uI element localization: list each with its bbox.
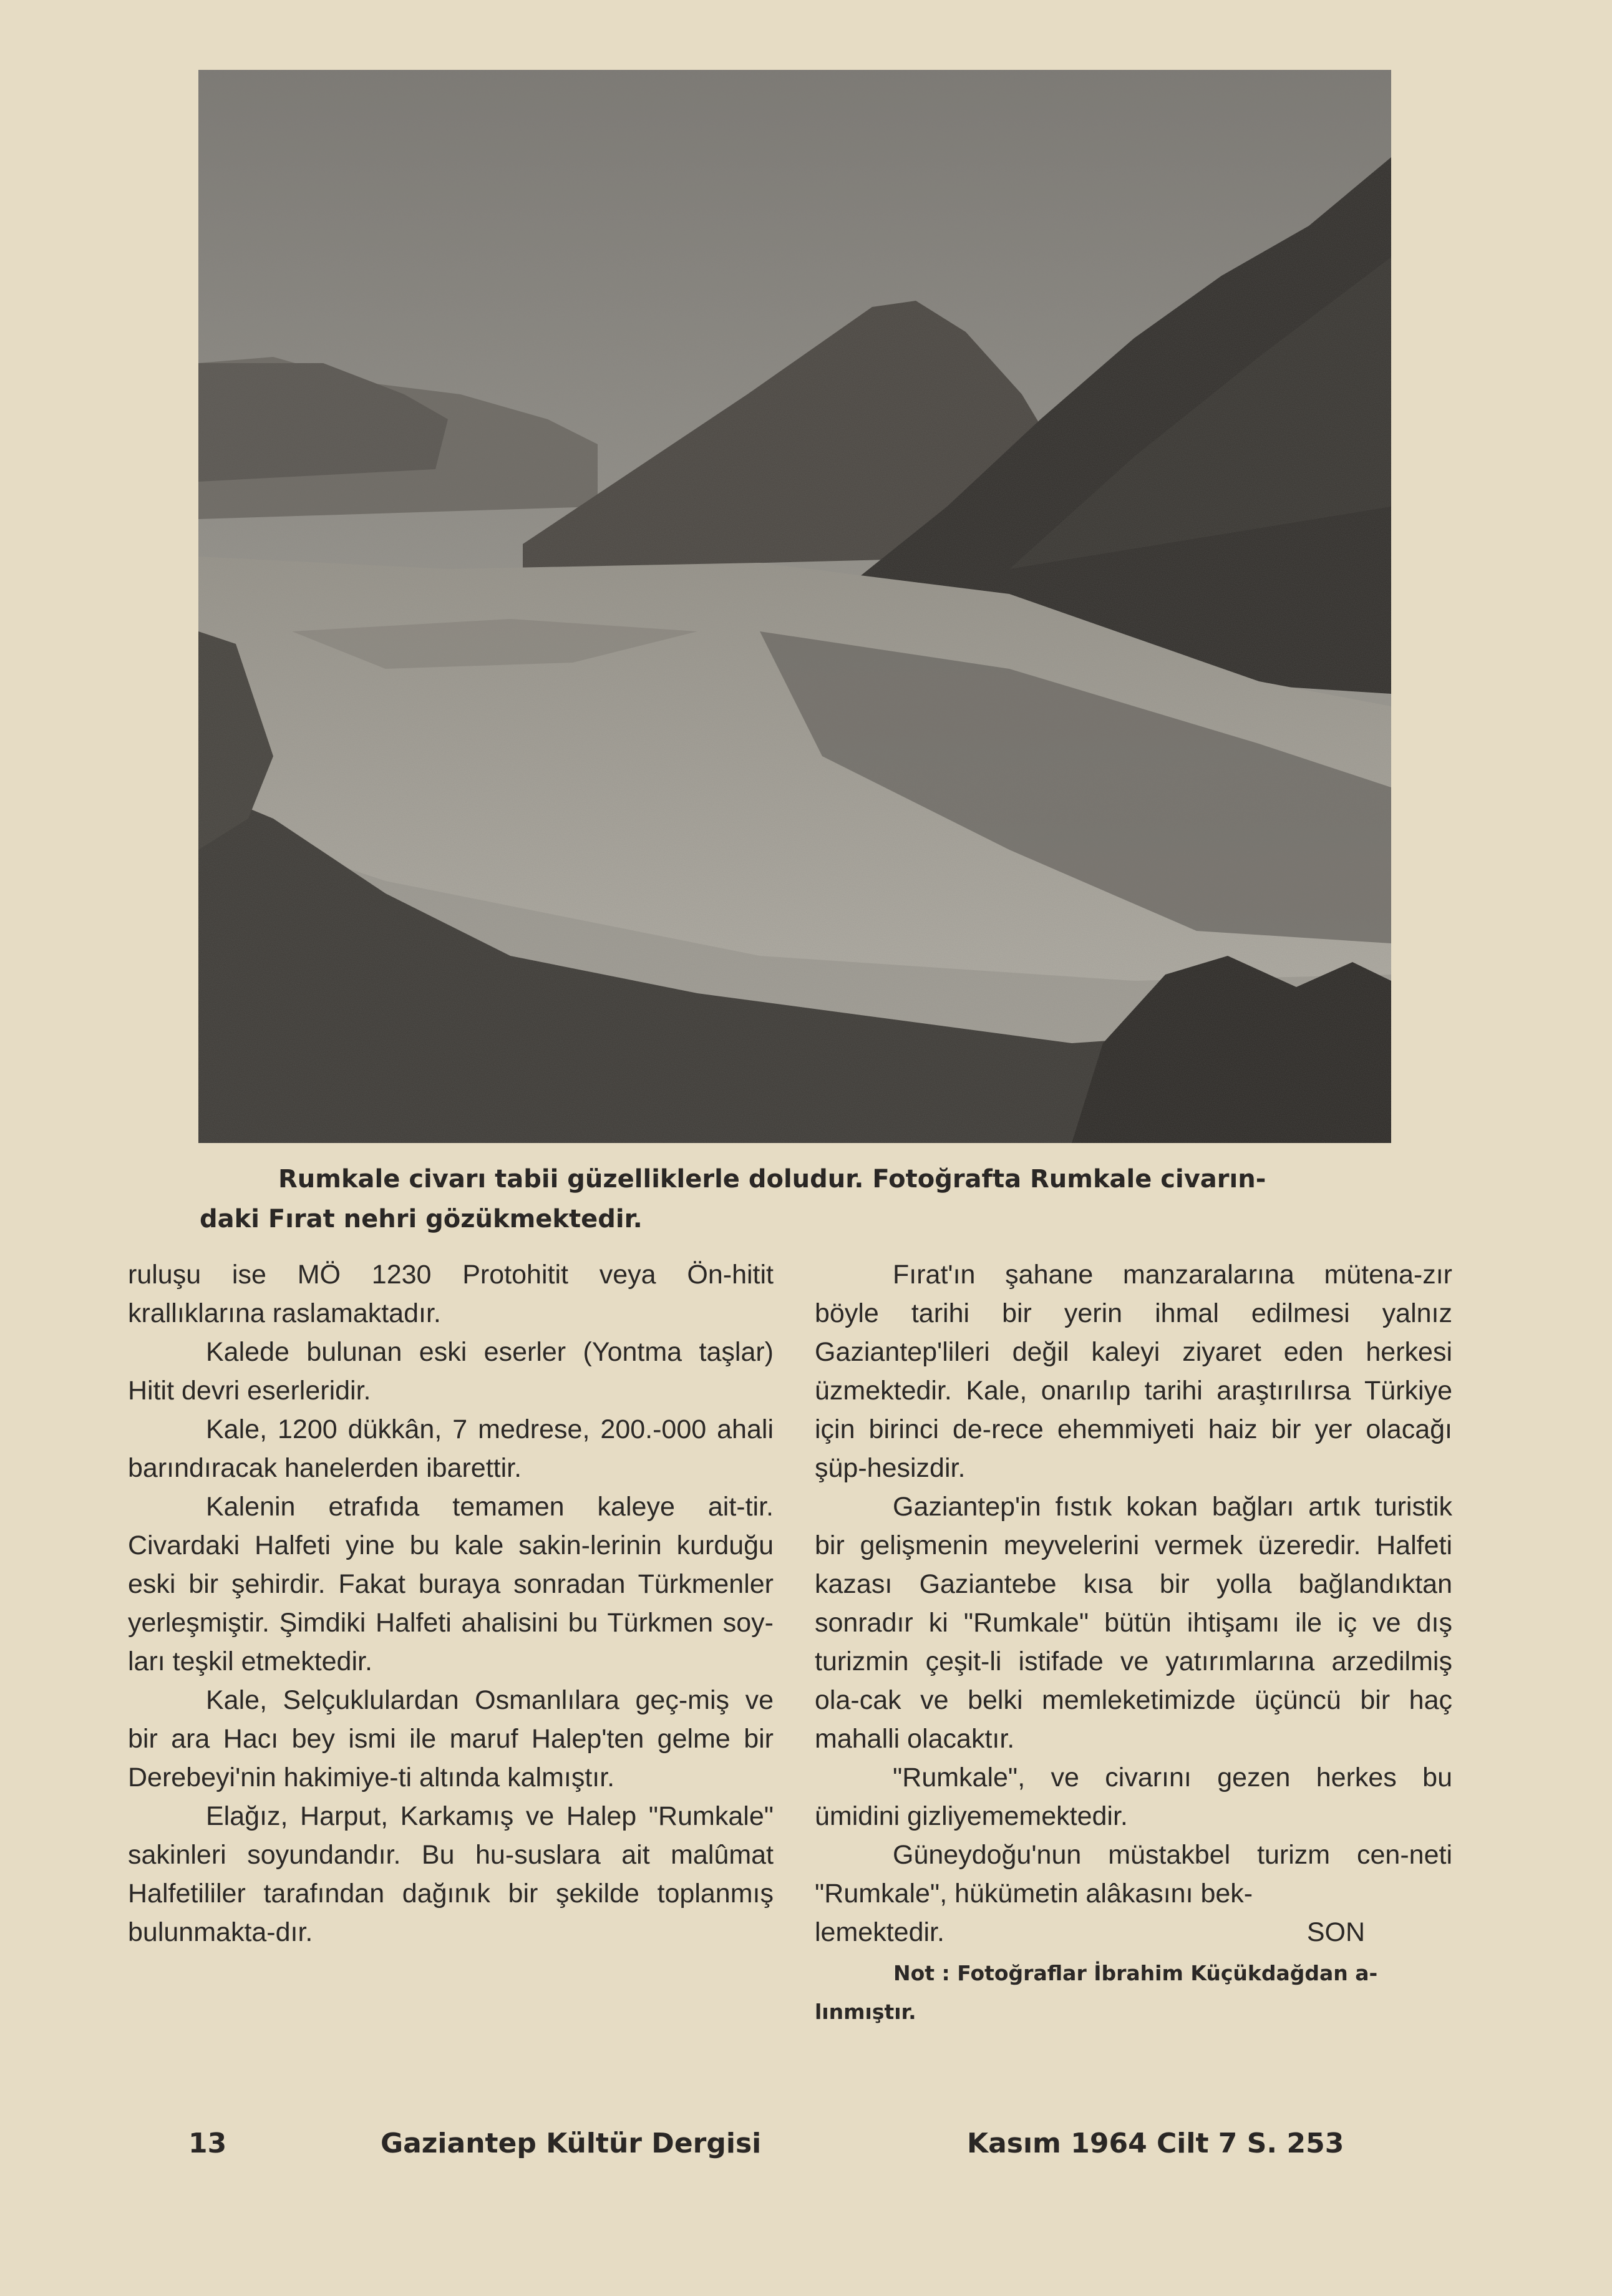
note-line-1: Not : Fotoğraflar İbrahim Küçükdağdan a-	[893, 1961, 1378, 1985]
issue-info: Kasım 1964 Cilt 7 S. 253	[967, 2128, 1344, 2159]
paragraph: Fırat'ın şahane manzaralarına mütena-zır böyle tarihi bir yerin ihmal edilmesi yalnız Gaziantep'lileri değil kaleyi ziyaret eden herkesi üzmektedir. Kale, onarılıp tarihi araştırılırsa Türkiye için birinci de-rece ehemmiyeti haiz bir yer olacağı şüp-hesizdir.	[815, 1260, 1452, 1483]
closing-line	[815, 1913, 1452, 1952]
paragraph: Kalede bulunan eski eserler (Yontma taşlar) Hitit devri eserleridir.	[128, 1337, 774, 1406]
photo-credit-note	[815, 1954, 1452, 2031]
paragraph: "Rumkale", ve civarını gezen herkes bu ümidini gizliyememektedir.	[815, 1763, 1452, 1831]
page-number: 13	[188, 2128, 227, 2159]
paragraph: Elağız, Harput, Karkamış ve Halep "Rumkale" sakinleri soyundandır. Bu hu-suslara ait malûmat Halfetililer tarafından dağınık bir şekilde toplanmış bulunmakta-dır.	[128, 1801, 774, 1947]
page-footer	[0, 2128, 1612, 2171]
paragraph: Gaziantep'in fıstık kokan bağları artık turistik bir gelişmenin meyvelerini vermek üzeredir. Halfeti kazası Gaziantebe kısa bir yolla bağlandıktan sonradır ki "Rumkale" bütün ihtişamı ile iç ve dış turizmin çeşit-li istifade ve yatırımlarına arzedilmiş ola-cak ve belki memleketimizde üçüncü bir haç mahalli olacaktır.	[815, 1492, 1452, 1754]
end-mark: SON	[1306, 1917, 1365, 1947]
paragraph: Kale, Selçuklulardan Osmanlılara geç-miş ve bir ara Hacı bey ismi ile maruf Halep'ten gelme bir Derebeyi'nin hakimiye-ti altında kalmıştır.	[128, 1685, 774, 1793]
paragraph: ruluşu ise MÖ 1230 Protohitit veya Ön-hitit krallıklarına raslamaktadır.	[128, 1260, 774, 1328]
photo-caption	[200, 1159, 1397, 1239]
river-valley-photo	[198, 70, 1391, 1143]
paragraph: Kalenin etrafıda temamen kaleye ait-tir. Civardaki Halfeti yine bu kale sakin-lerinin kurduğu eski bir şehirdir. Fakat buraya sonradan Türkmenler yerleşmiştir. Şimdiki Halfeti ahalisini bu Türkmen soy-ları teşkil etmektedir.	[128, 1492, 774, 1676]
paragraph: Güneydoğu'nun müstakbel turizm cen-neti "Rumkale", hükümetin alâkasını bek-	[815, 1840, 1452, 1909]
paragraph: Kale, 1200 dükkân, 7 medrese, 200.-000 ahali barındıracak hanelerden ibarettir.	[128, 1414, 774, 1483]
right-column	[815, 1255, 1452, 2031]
left-column	[128, 1255, 774, 1952]
caption-line-1: Rumkale civarı tabii güzelliklerle doludur. Fotoğrafta Rumkale civarın-	[278, 1165, 1266, 1194]
caption-line-2: daki Fırat nehri gözükmektedir.	[200, 1205, 643, 1233]
journal-title: Gaziantep Kültür Dergisi	[381, 2128, 762, 2159]
closing-text: lemektedir.	[815, 1917, 944, 1947]
note-line-2: lınmıştır.	[815, 2000, 916, 2024]
photo-illustration	[198, 70, 1391, 1143]
